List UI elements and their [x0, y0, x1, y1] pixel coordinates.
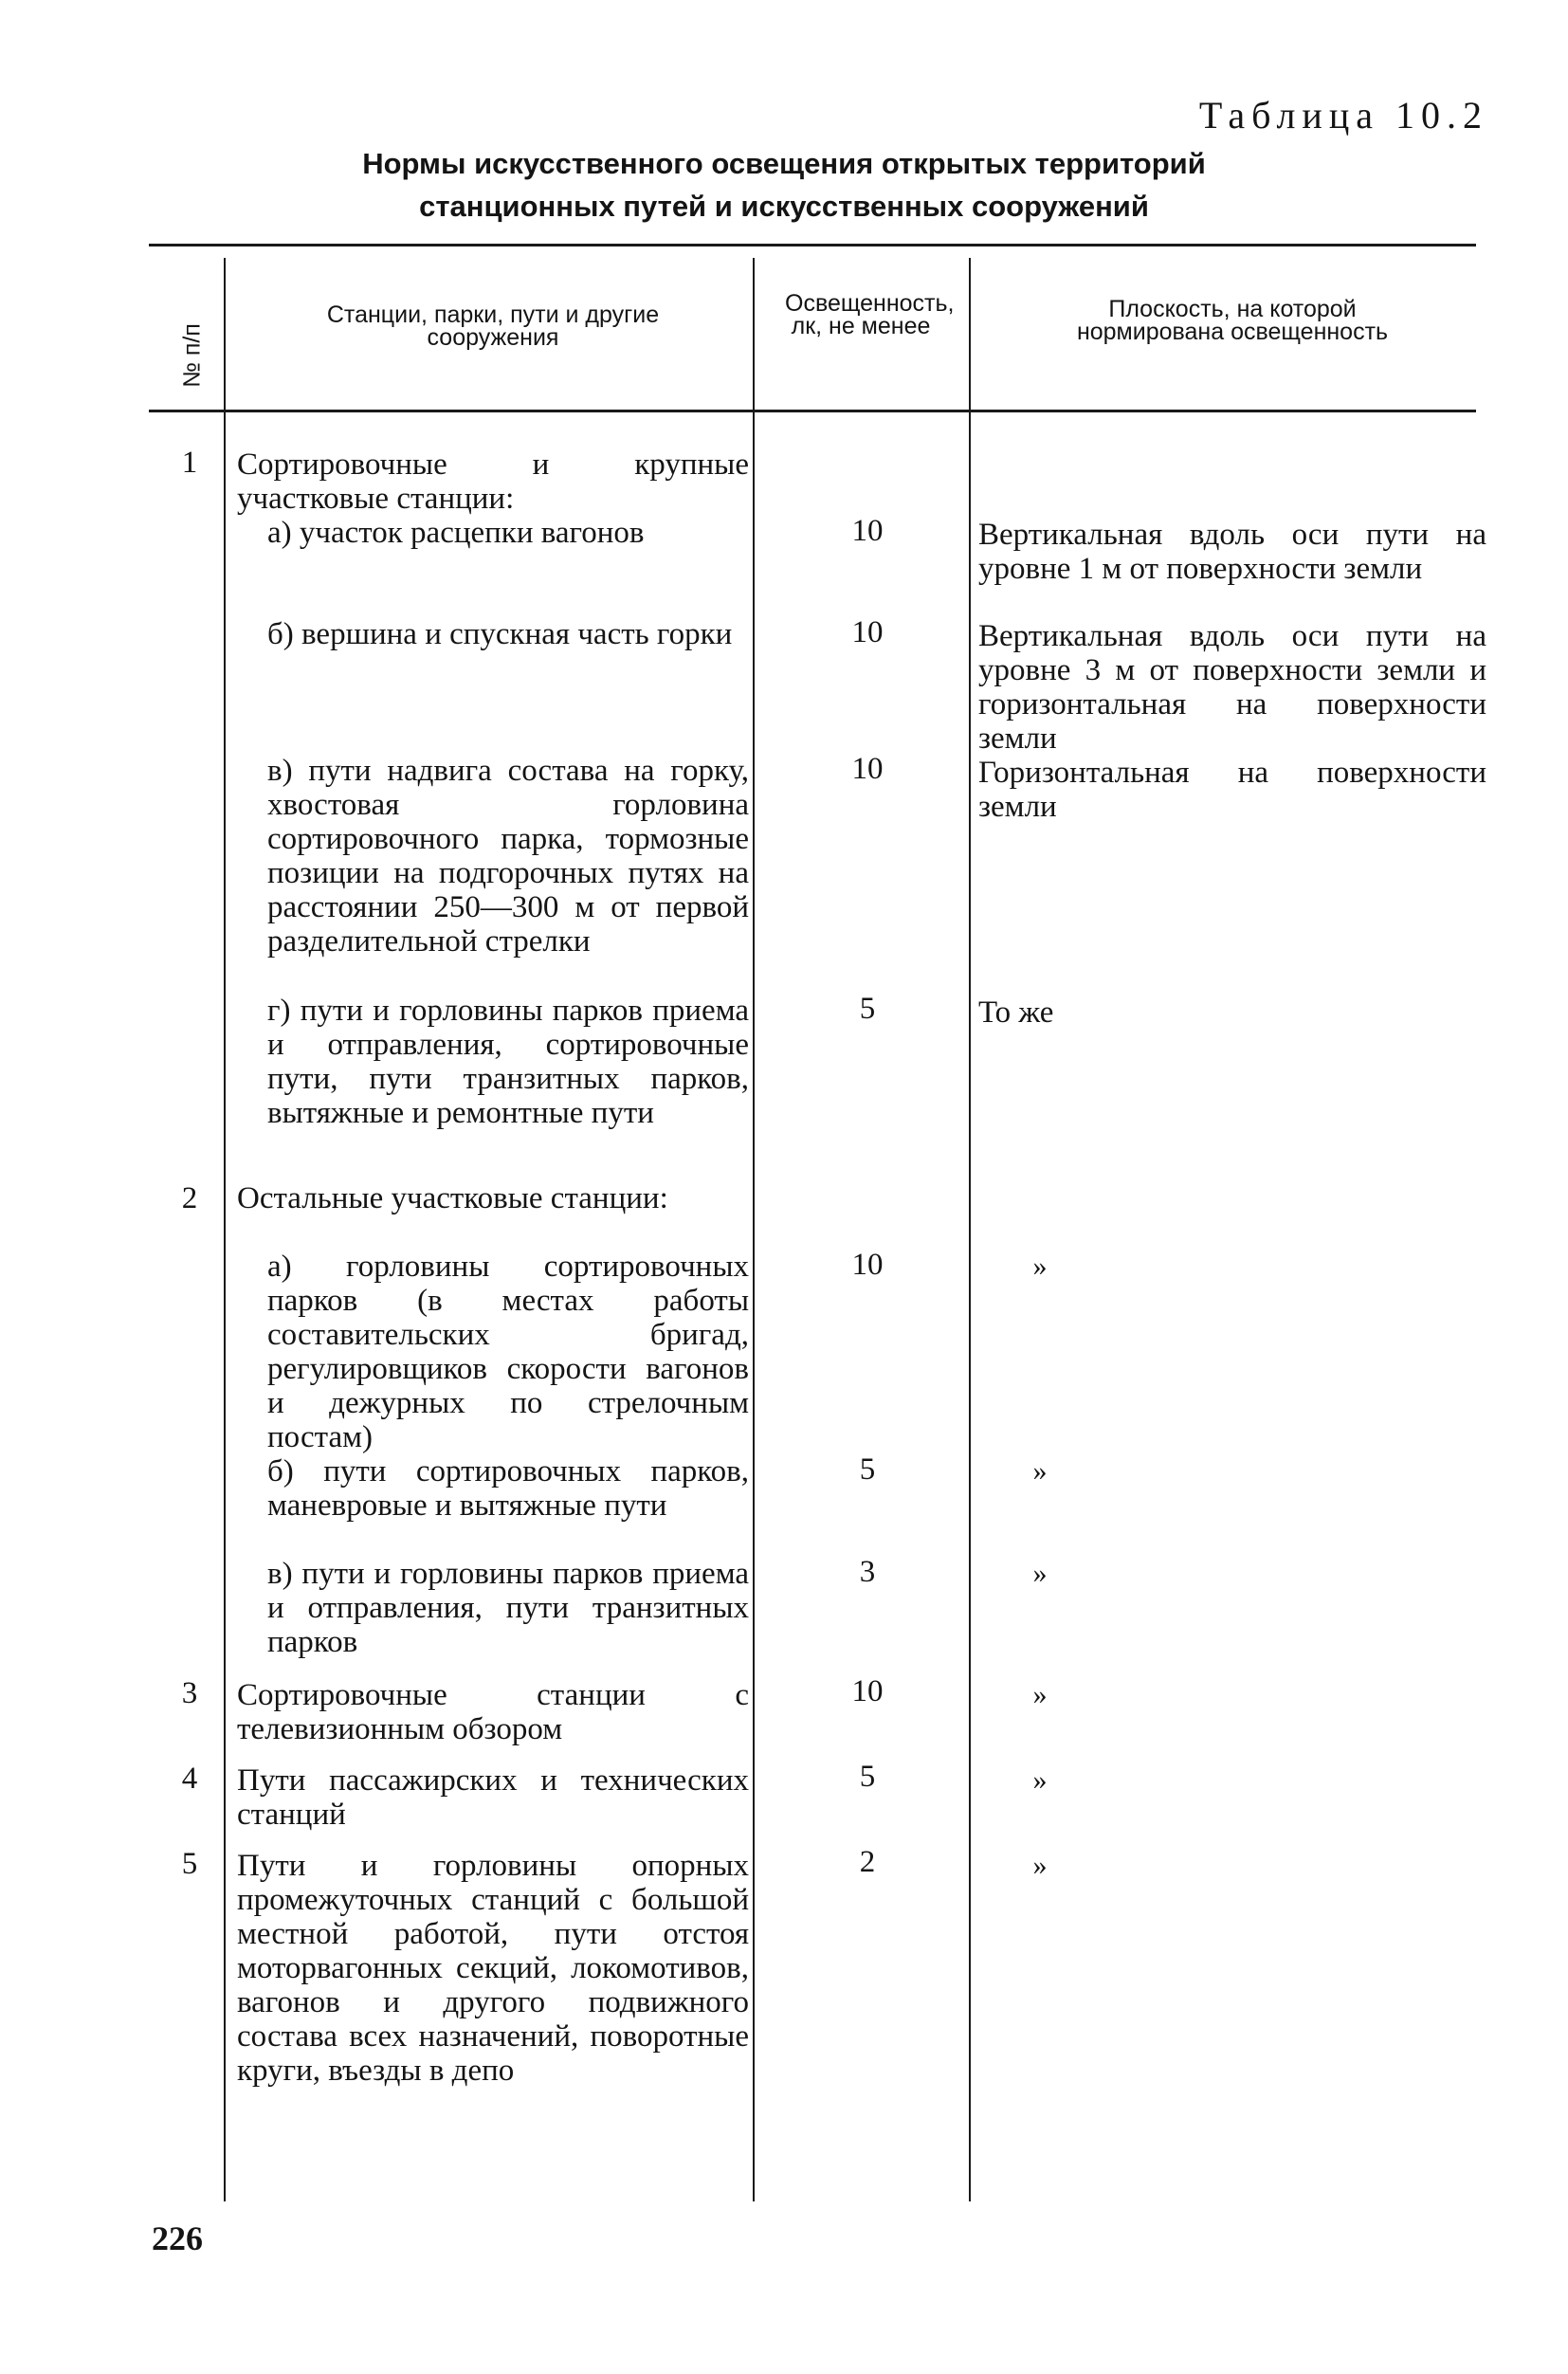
- row-lux: 10: [851, 752, 884, 786]
- row-name: Сортировочные и крупные участковые станции:: [237, 447, 749, 516]
- header-bottom-rule: [149, 410, 1476, 412]
- row-lux: 5: [859, 1760, 876, 1794]
- table-title-line-1: Нормы искусственного освещения открытых территорий: [362, 147, 1206, 180]
- row-name: а) участок расцепки вагонов: [267, 516, 645, 550]
- ditto-mark: »: [1032, 1679, 1048, 1710]
- row-name: г) пути и горловины парков приема и отправления, сортировочные пути, пути транзитных парков, вытяжные и ремонтные пути: [267, 994, 749, 1130]
- row-lux: 10: [851, 1248, 884, 1282]
- row-plane: Вертикальная вдоль оси пути на уровне 1 м от поверхности земли: [978, 518, 1486, 586]
- row-name: Пути пассажирских и технических станций: [237, 1763, 749, 1832]
- ditto-mark: »: [1032, 1251, 1048, 1282]
- ditto-mark: »: [1032, 1850, 1048, 1881]
- ditto-mark: »: [1032, 1764, 1048, 1796]
- column-divider-1: [224, 258, 226, 2201]
- row-name: б) пути сортировочных парков, маневровые и вытяжные пути: [267, 1454, 749, 1523]
- header-lux: Освещенность, лк, не менее: [785, 290, 955, 339]
- table-top-rule: [149, 244, 1476, 247]
- ditto-mark: »: [1032, 1558, 1048, 1589]
- header-num: № п/п: [178, 323, 206, 388]
- row-name: Пути и горловины опорных промежуточных станций с большой местной работой, пути отстоя моторвагонных секций, локомотивов, вагонов и другого подвижного состава всех назначений, поворотные круги, въезды в депо: [237, 1849, 749, 2088]
- row-name: а) горловины сортировочных парков (в местах работы составительских бригад, регулировщиков скорости вагонов и дежурных по стрелочным постам): [267, 1250, 749, 1454]
- row-lux: 5: [859, 1452, 876, 1487]
- row-number: 2: [181, 1181, 198, 1215]
- row-plane: То же: [978, 995, 1054, 1030]
- row-name: Остальные участковые станции:: [237, 1181, 668, 1215]
- row-name: в) пути надвига состава на горку, хвостовая горловина сортировочного парка, тормозные позиции на подгорочных путях на расстоянии 250—300 м от первой разделительной стрелки: [267, 754, 749, 959]
- table-label: Таблица 10.2: [1198, 94, 1488, 137]
- row-name: б) вершина и спускная часть горки: [267, 617, 733, 651]
- column-divider-3: [969, 258, 971, 2201]
- row-plane: Горизонтальная на поверхности земли: [978, 756, 1486, 824]
- row-lux: 10: [851, 615, 884, 649]
- row-name: Сортировочные станции с телевизионным обзором: [237, 1678, 749, 1746]
- row-plane: Вертикальная вдоль оси пути на уровне 3 м от поверхности земли и горизонтальная на поверхности земли: [978, 619, 1486, 756]
- header-plane: Плоскость, на которой нормирована освещенность: [1076, 296, 1389, 345]
- row-lux: 10: [851, 1674, 884, 1708]
- row-lux: 5: [859, 992, 876, 1026]
- row-number: 4: [181, 1762, 198, 1796]
- row-lux: 3: [859, 1555, 876, 1589]
- row-lux: 10: [851, 514, 884, 548]
- row-number: 5: [181, 1847, 198, 1881]
- row-name: в) пути и горловины парков приема и отправления, пути транзитных парков: [267, 1557, 749, 1659]
- table-title-line-2: станционных путей и искусственных сооружений: [419, 190, 1149, 223]
- page-number: 226: [152, 2219, 203, 2257]
- ditto-mark: »: [1032, 1455, 1048, 1487]
- header-name: Станции, парки, пути и другие сооружения: [326, 301, 660, 351]
- row-number: 1: [181, 446, 198, 480]
- row-number: 3: [181, 1676, 198, 1710]
- column-divider-2: [753, 258, 755, 2201]
- row-lux: 2: [859, 1845, 876, 1879]
